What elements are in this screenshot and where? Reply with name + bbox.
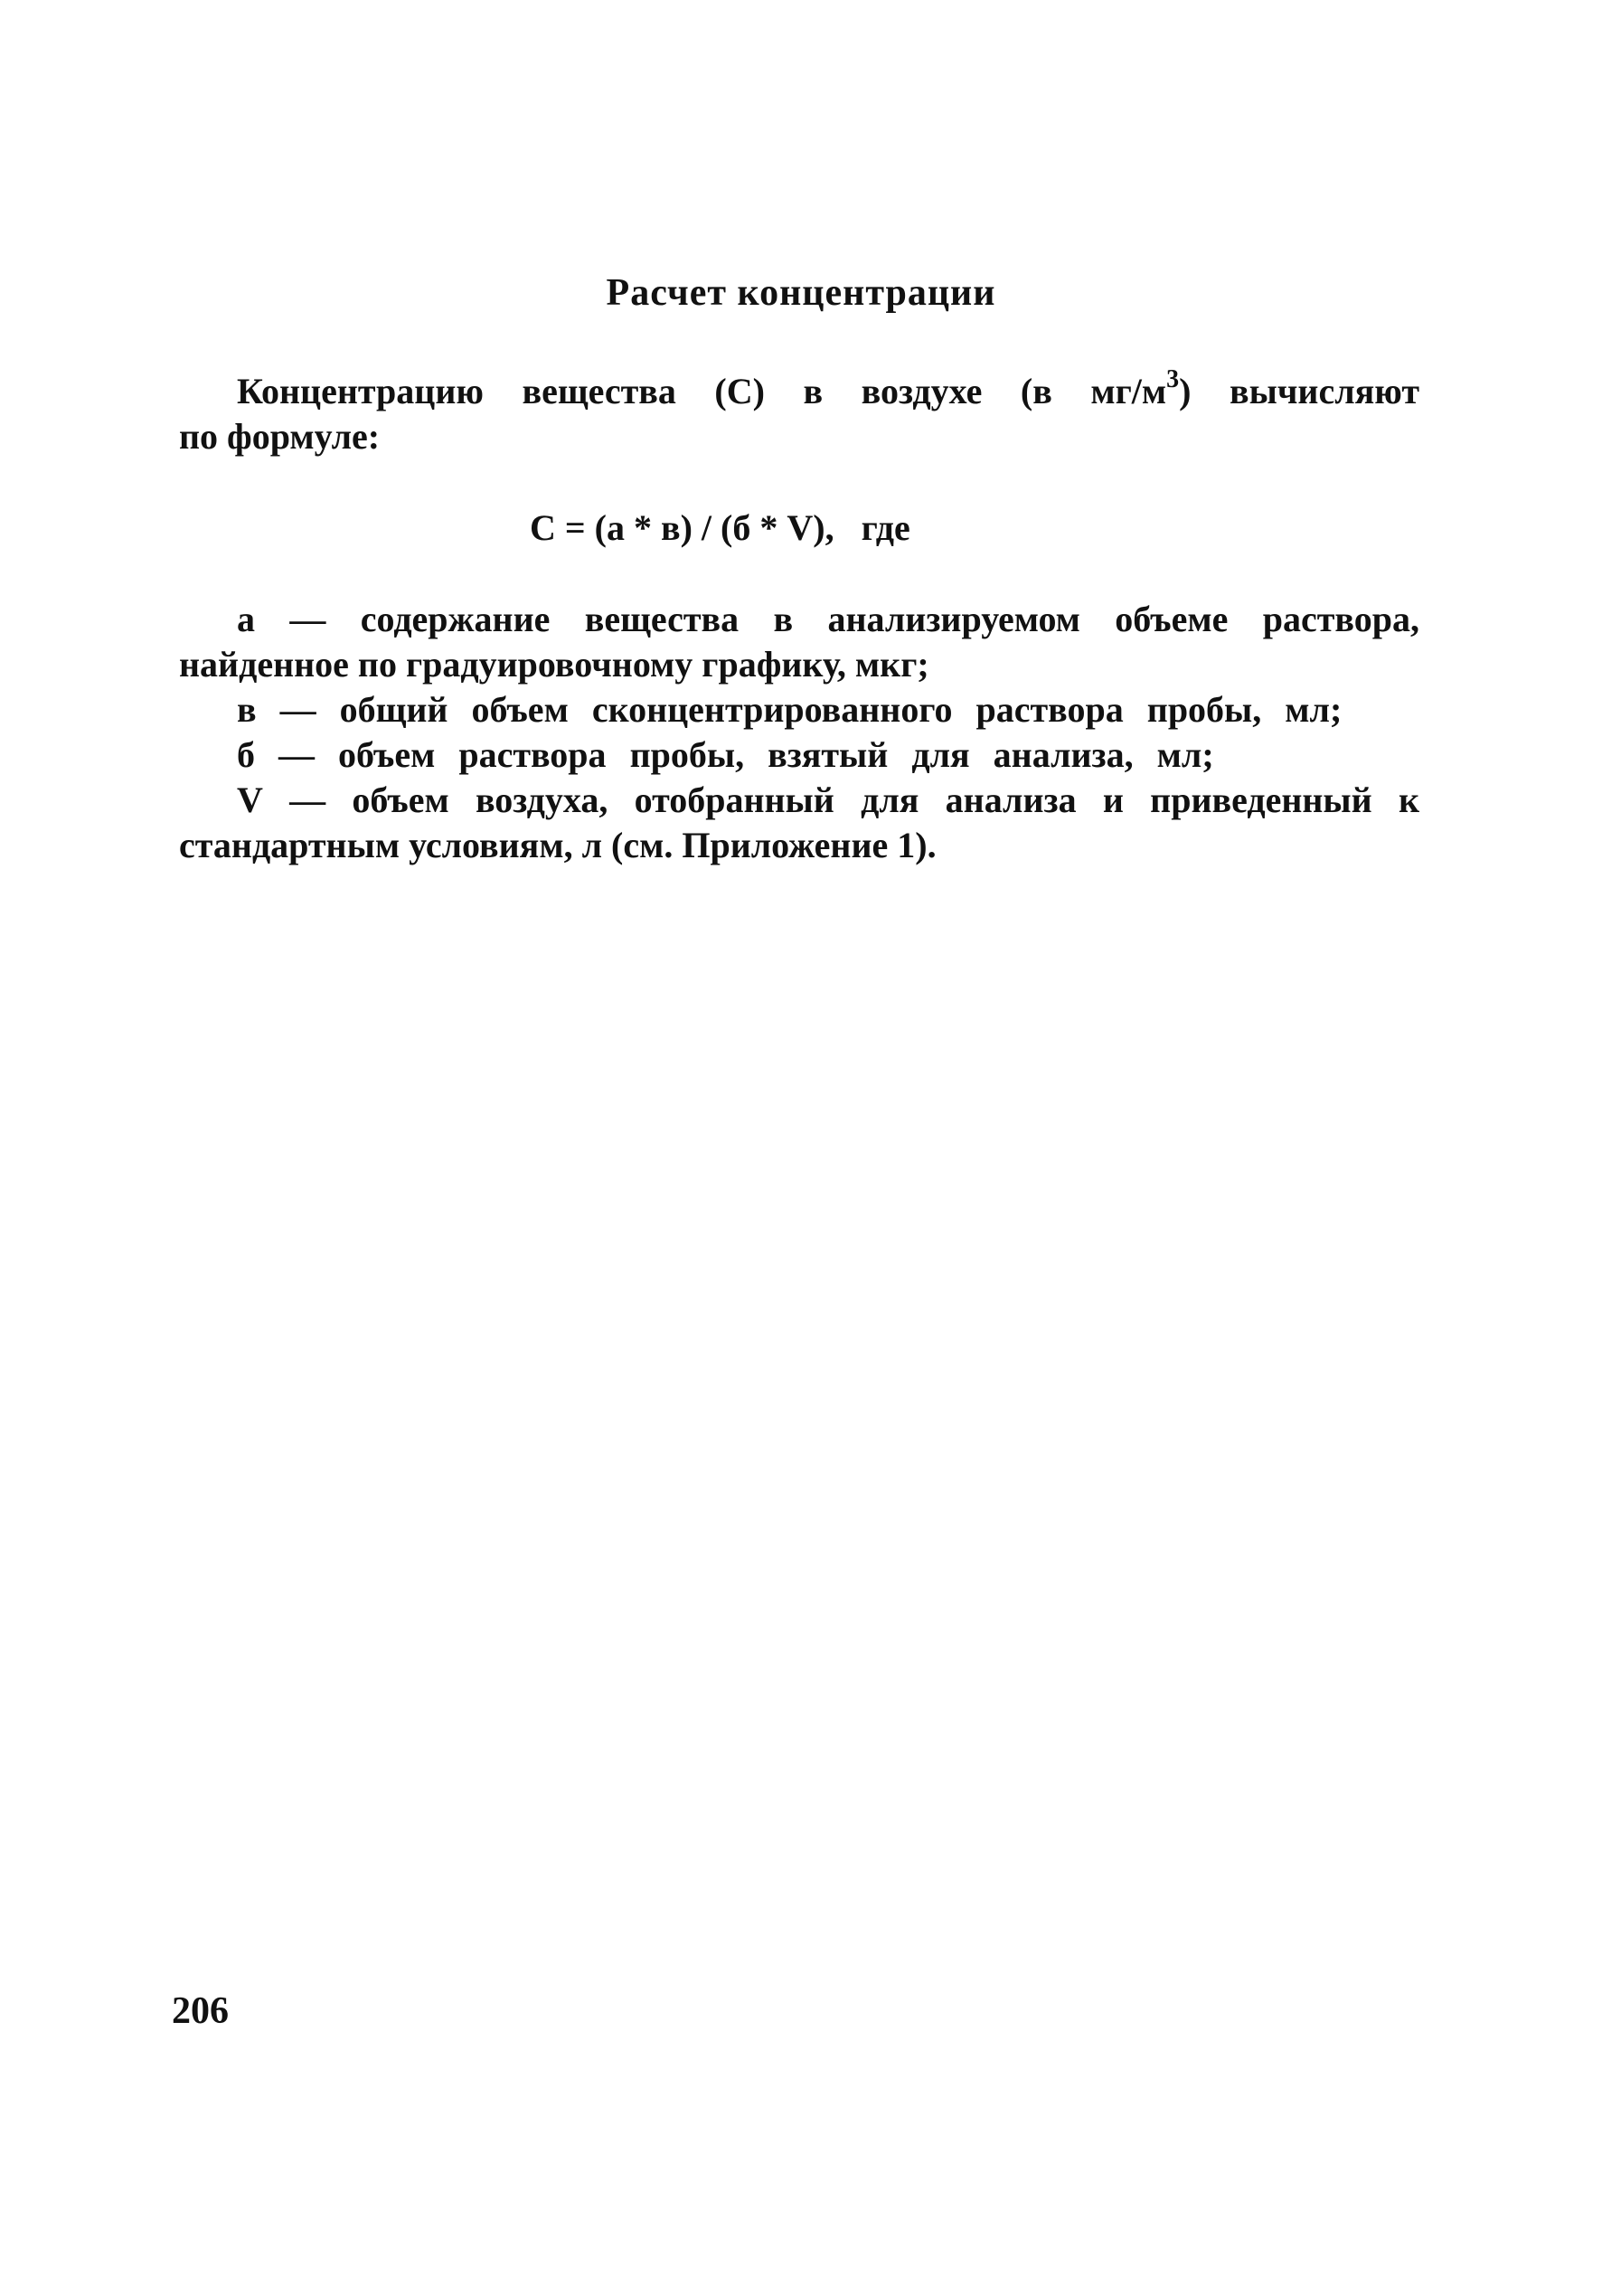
intro-word: (С): [714, 371, 765, 411]
superscript-3: 3: [1166, 365, 1180, 393]
def-word: приведенный: [1150, 780, 1372, 820]
def-word: взятый: [768, 734, 889, 775]
def-word: раствора: [975, 689, 1124, 730]
intro-word: вычисляют: [1230, 371, 1419, 411]
def-word: объем: [338, 734, 436, 775]
def-word: в: [237, 689, 257, 730]
def-word: в: [773, 599, 794, 639]
def-word: объеме: [1115, 599, 1229, 639]
definitions-list: [179, 597, 1419, 868]
definition-a-line-2: найденное по градуировочному графику, мкг;: [179, 644, 929, 685]
def-word: анализируемом: [827, 599, 1080, 639]
def-word: объем: [471, 689, 569, 730]
def-word: раствора,: [1262, 599, 1419, 639]
intro-word: в: [803, 371, 824, 411]
definition-b: [179, 732, 1419, 778]
def-word: мл;: [1285, 689, 1343, 730]
definition-a-line-1: [179, 597, 1419, 642]
definition-b-line: [179, 732, 1419, 778]
def-word: к: [1398, 780, 1419, 820]
intro-word: воздухе: [861, 371, 983, 411]
section-heading: Расчет концентрации: [606, 272, 996, 314]
def-word: пробы,: [1146, 689, 1262, 730]
def-word: раствора: [458, 734, 607, 775]
intro-line-1: [179, 365, 1419, 414]
definition-v-line: [179, 687, 1419, 732]
definition-a: [179, 597, 1419, 687]
def-word: и: [1102, 780, 1124, 820]
def-word: V: [237, 780, 263, 820]
def-word: —: [279, 689, 316, 730]
def-word: для: [911, 734, 970, 775]
def-word: а: [237, 599, 255, 639]
intro-paragraph: [179, 365, 1419, 459]
def-word: отобранный: [634, 780, 834, 820]
def-word: сконцентрированного: [591, 689, 953, 730]
def-word: содержание: [360, 599, 551, 639]
def-word: общий: [339, 689, 448, 730]
intro-word: вещества: [522, 371, 676, 411]
def-word: анализа: [945, 780, 1077, 820]
def-word: б: [237, 734, 255, 775]
definition-V-line-2: стандартным условиям, л (см. Приложение 1).: [179, 825, 937, 865]
intro-line-2: по формуле:: [179, 416, 381, 457]
page-number: 206: [172, 1990, 229, 2032]
intro-word: Концентрацию: [237, 371, 484, 411]
intro-word: мг/м: [1090, 371, 1167, 411]
formula-expression: С = (а * в) / (б * V),: [530, 507, 834, 548]
def-word: анализа,: [993, 734, 1134, 775]
def-word: объем: [352, 780, 449, 820]
formula-suffix: где: [861, 507, 910, 548]
intro-word: (в: [1020, 371, 1052, 411]
def-word: для: [861, 780, 919, 820]
def-word: —: [278, 734, 315, 775]
definition-V: [179, 778, 1419, 868]
def-word: мл;: [1156, 734, 1214, 775]
def-word: —: [289, 780, 326, 820]
formula: [530, 506, 910, 549]
def-word: воздуха,: [475, 780, 608, 820]
def-word: —: [289, 599, 326, 639]
def-word: пробы,: [629, 734, 745, 775]
intro-unit: [1090, 365, 1192, 414]
def-word: вещества: [584, 599, 740, 639]
intro-close-paren: ): [1179, 371, 1192, 411]
definition-v: [179, 687, 1419, 732]
definition-V-line-1: [179, 778, 1419, 823]
